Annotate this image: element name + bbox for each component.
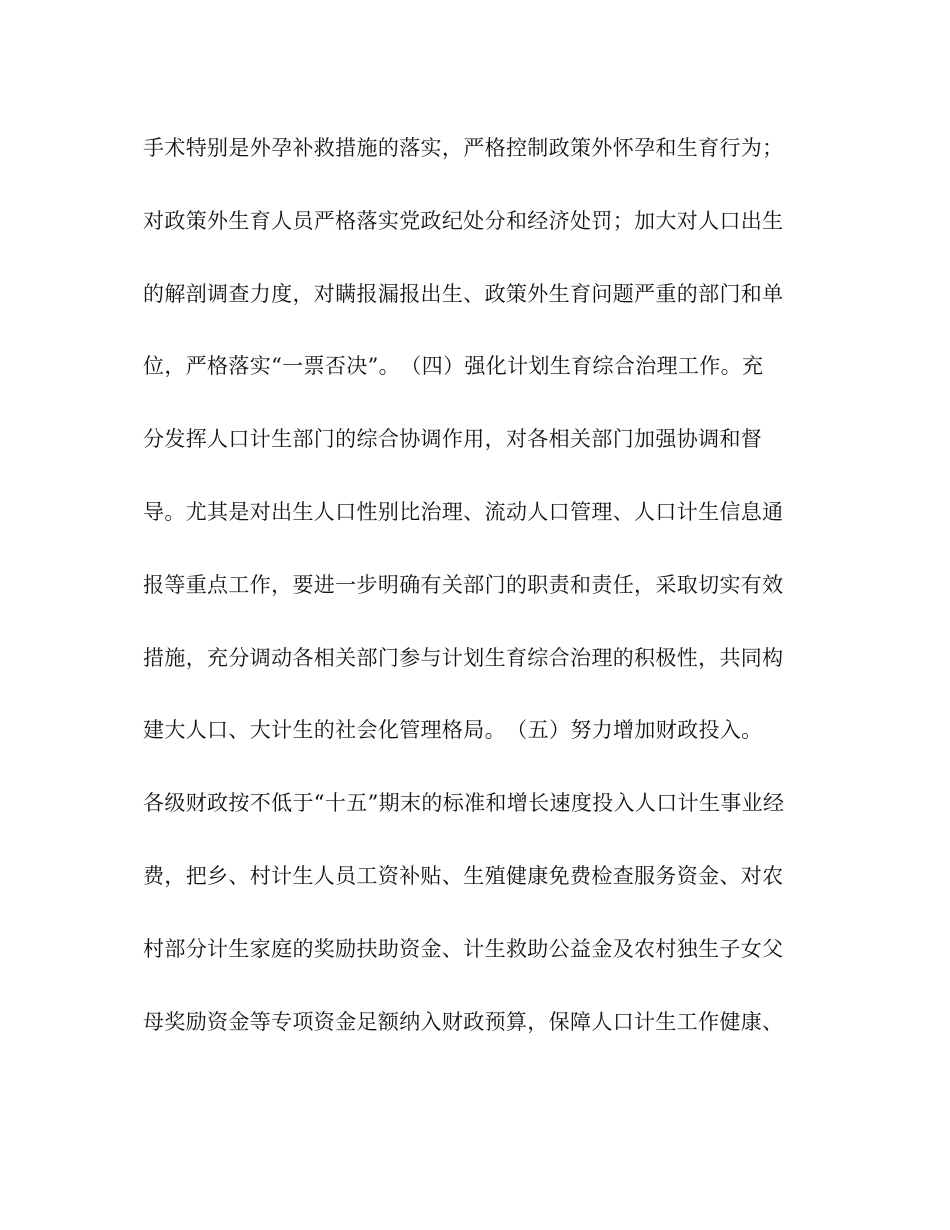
text-line-3: 的解剖调查力度，对瞒报漏报出生、政策外生育问题严重的部门和单 — [143, 281, 784, 306]
text-line-8: 措施，充分调动各相关部门参与计划生育综合治理的积极性，共同构 — [143, 645, 784, 670]
text-line-13: 母奖励资金等专项资金足额纳入财政预算，保障人口计生工作健康、 — [143, 1009, 784, 1034]
body-text — [143, 127, 808, 1073]
text-line-7: 报等重点工作，要进一步明确有关部门的职责和责任，采取切实有效 — [143, 572, 784, 597]
text-line-9: 建大人口、大计生的社会化管理格局。 （五）努力增加财政投入。 — [143, 718, 763, 743]
text-line-4: 位，严格落实“一票否决”。 （四）强化计划生育综合治理工作。充 — [143, 354, 764, 379]
text-line-5: 分发挥人口计生部门的综合协调作用，对各相关部门加强协调和督 — [143, 427, 763, 452]
text-line-11: 费，把乡、村计生人员工资补贴、生殖健康免费检查服务资金、对农 — [143, 863, 784, 888]
text-line-10: 各级财政按不低于“十五”期末的标准和增长速度投入人口计生事业经 — [143, 791, 785, 816]
text-line-2: 对政策外生育人员严格落实党政纪处分和经济处罚；加大对人口出生 — [143, 208, 784, 233]
text-line-1: 手术特别是外孕补救措施的落实，严格控制政策外怀孕和生育行为； — [143, 136, 784, 160]
text-line-12: 村部分计生家庭的奖励扶助资金、计生救助公益金及农村独生子女父 — [143, 936, 784, 961]
text-line-6: 导。尤其是对出生人口性别比治理、流动人口管理、人口计生信息通 — [143, 499, 784, 524]
